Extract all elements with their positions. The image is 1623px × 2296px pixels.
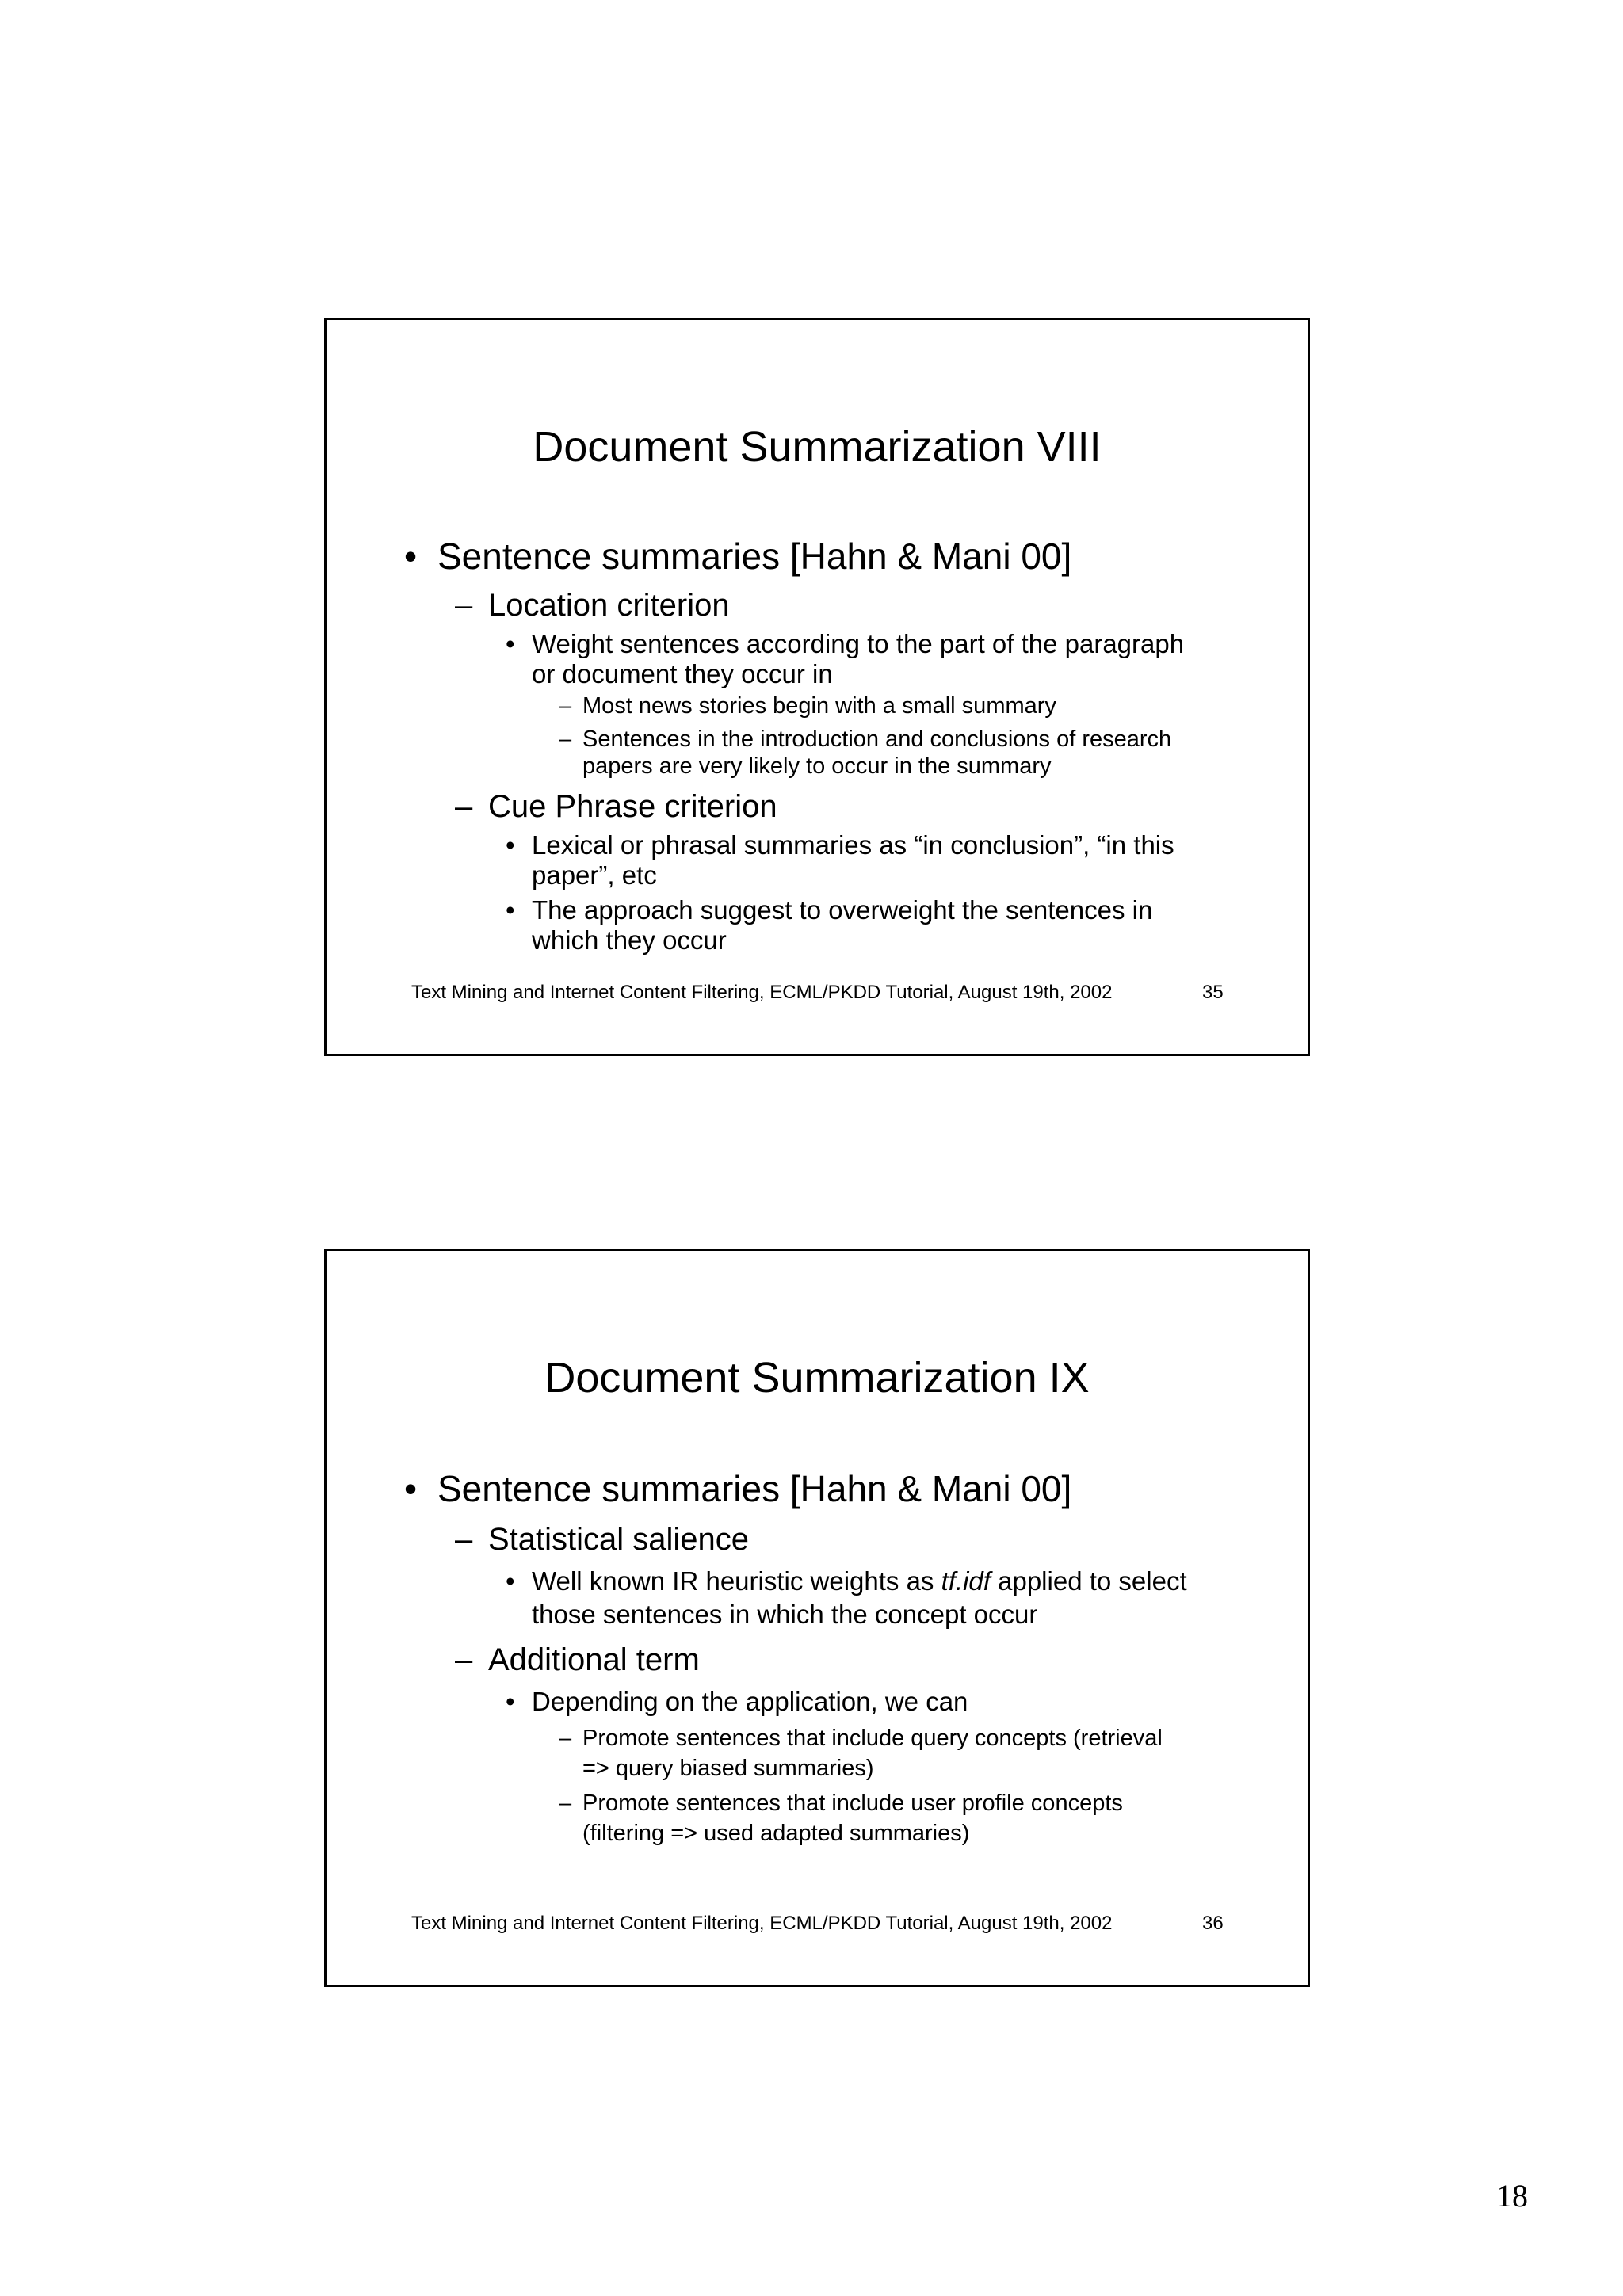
detail-text: papers are very likely to occur in the summary: [582, 753, 1052, 779]
detail-continuation: [582, 1820, 969, 1847]
point-text: which they occur: [532, 925, 727, 955]
detail-text: Promote sentences that include user profile concepts: [582, 1791, 1123, 1816]
detail-item: [559, 1790, 1123, 1817]
sub-bullet-text: Additional term: [488, 1642, 700, 1677]
point-item: [506, 895, 1153, 925]
detail-text: Promote sentences that include query concepts (retrieval: [582, 1726, 1163, 1751]
bullet-mark: •: [404, 1468, 418, 1509]
detail-text: => query biased summaries): [582, 1756, 874, 1781]
point-text: or document they occur in: [532, 659, 833, 688]
detail-item: [559, 726, 1172, 753]
detail-item: [559, 692, 1056, 719]
bullet-item: [404, 1466, 1072, 1511]
point-continuation: [532, 1600, 1037, 1629]
slide-36: [324, 1249, 1310, 1987]
slide-35: [324, 318, 1310, 1056]
slide-title: Document Summarization VIII: [533, 423, 1102, 471]
bullet-mark: •: [404, 536, 418, 577]
slide-number: 35: [1202, 982, 1224, 1003]
dash-mark: –: [559, 1791, 572, 1816]
point-item: [506, 1566, 1187, 1596]
slide-footer: Text Mining and Internet Content Filtering, ECML/PKDD Tutorial, August 19th, 2002: [411, 1913, 1113, 1934]
bullet-mark: •: [506, 1687, 515, 1716]
dash-mark: –: [559, 1726, 572, 1751]
sub-bullet-item: [455, 1641, 700, 1679]
point-text: Weight sentences according to the part of the paragraph: [532, 629, 1185, 658]
bullet-mark: •: [506, 629, 515, 658]
point-item: [506, 629, 1185, 658]
detail-text: Sentences in the introduction and conclusions of research: [582, 727, 1172, 752]
bullet-mark: •: [506, 895, 515, 925]
page-number: 18: [1496, 2178, 1528, 2214]
dash-mark: –: [559, 727, 572, 752]
sub-bullet-item: [455, 1520, 750, 1558]
dash-mark: –: [559, 693, 572, 719]
bullet-text: Sentence summaries [Hahn & Mani 00]: [437, 536, 1072, 577]
point-continuation: [532, 925, 727, 955]
sub-bullet-text: Cue Phrase criterion: [488, 789, 777, 824]
bullet-item: [404, 534, 1072, 578]
point-text: Lexical or phrasal summaries as “in conclusion”, “in this: [532, 830, 1174, 860]
point-text: paper”, etc: [532, 860, 657, 890]
detail-continuation: [582, 753, 1052, 780]
sub-bullet-item: [455, 586, 730, 624]
sub-bullet-text: Location criterion: [488, 588, 730, 623]
point-text-before: Well known IR heuristic weights as: [532, 1566, 941, 1596]
detail-text: Most news stories begin with a small summary: [582, 693, 1056, 719]
point-text: Depending on the application, we can: [532, 1687, 968, 1716]
dash-mark: –: [455, 1522, 473, 1557]
bullet-text: Sentence summaries [Hahn & Mani 00]: [437, 1468, 1072, 1509]
point-text: The approach suggest to overweight the sentences in: [532, 895, 1153, 925]
slide-title: Document Summarization IX: [544, 1354, 1090, 1402]
bullet-mark: •: [506, 830, 515, 860]
dash-mark: –: [455, 1642, 473, 1677]
slide-number: 36: [1202, 1913, 1224, 1934]
point-continuation: [532, 659, 833, 688]
bullet-mark: •: [506, 1566, 515, 1596]
point-item: [506, 1687, 968, 1716]
point-continuation: [532, 860, 657, 890]
dash-mark: –: [455, 588, 473, 623]
dash-mark: –: [455, 789, 473, 824]
detail-item: [559, 1725, 1163, 1752]
detail-continuation: [582, 1755, 874, 1782]
slide-footer: Text Mining and Internet Content Filtering, ECML/PKDD Tutorial, August 19th, 2002: [411, 982, 1113, 1003]
point-text: those sentences in which the concept occur: [532, 1600, 1038, 1629]
sub-bullet-item: [455, 788, 777, 826]
point-text-italic: tf.idf: [941, 1566, 991, 1596]
sub-bullet-text: Statistical salience: [488, 1522, 750, 1557]
point-text-after: applied to select: [990, 1566, 1187, 1596]
point-item: [506, 830, 1174, 860]
detail-text: (filtering => used adapted summaries): [582, 1821, 970, 1846]
